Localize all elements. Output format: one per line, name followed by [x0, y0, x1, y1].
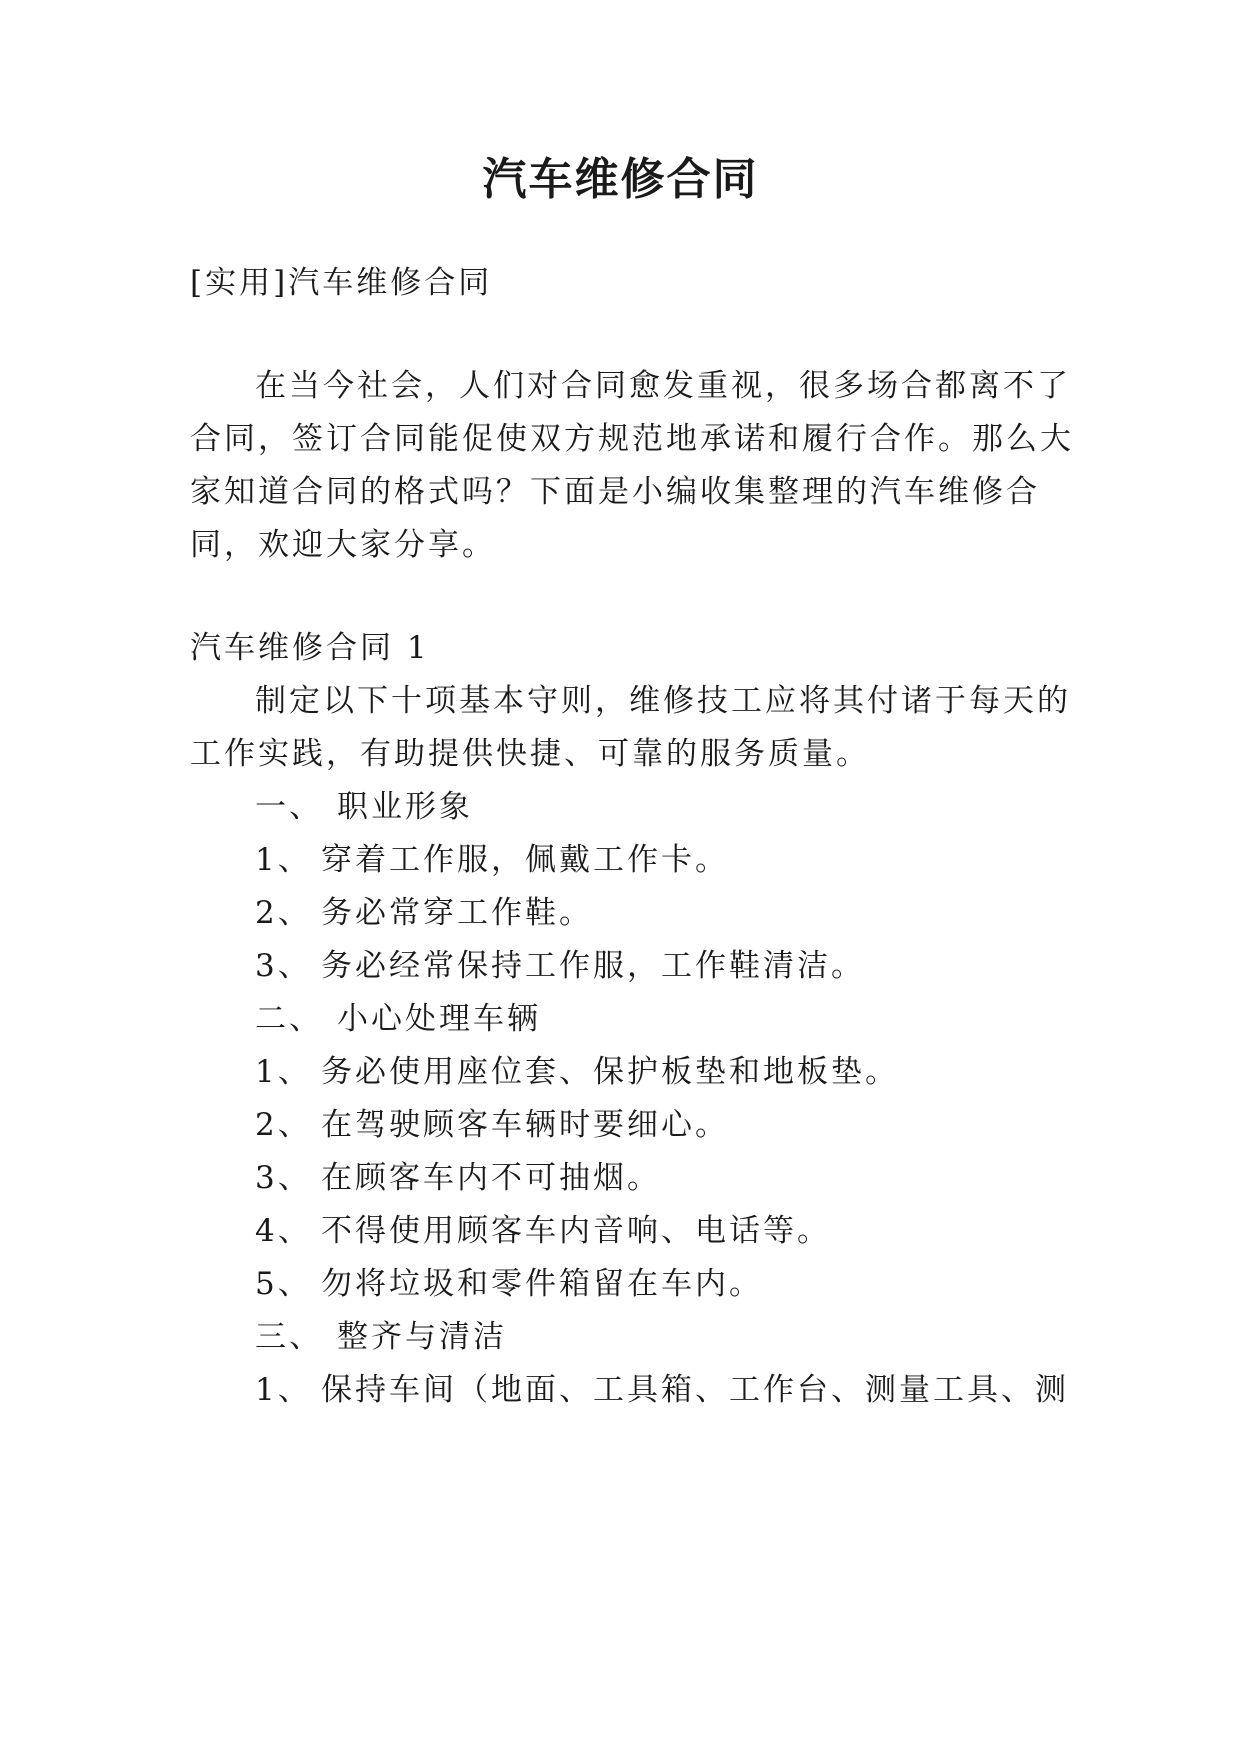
- list-item: [255, 893, 593, 933]
- list-text: 勿将垃圾和零件箱留在车内。: [321, 1266, 763, 1302]
- list-number: 2、: [255, 1107, 312, 1143]
- list-text: 穿着工作服，佩戴工作卡。: [321, 842, 729, 878]
- list-number: 4、: [255, 1213, 312, 1249]
- section-heading: 汽车维修合同 1: [190, 630, 430, 666]
- intro-line-4: 同，欢迎大家分享。: [190, 527, 496, 563]
- list-text: 小心处理车辆: [337, 1001, 541, 1037]
- intro-line-2: 合同，签订合同能促使双方规范地承诺和履行合作。那么大: [190, 421, 1074, 457]
- section-intro-line-2: 工作实践，有助提供快捷、可靠的服务质量。: [190, 736, 870, 772]
- list-heading: [255, 999, 541, 1039]
- list-number: 1、: [255, 1372, 312, 1408]
- list-text: 保持车间（地面、工具箱、工作台、测量工具、测: [321, 1372, 1069, 1408]
- list-number: 2、: [255, 895, 312, 931]
- list-number: 1、: [255, 842, 312, 878]
- list-number: 一、: [255, 789, 323, 825]
- list-number: 三、: [255, 1319, 323, 1355]
- list-item: [255, 946, 865, 986]
- list-text: 在驾驶顾客车辆时要细心。: [321, 1107, 729, 1143]
- list-text: 职业形象: [337, 789, 473, 825]
- list-number: 3、: [255, 1160, 312, 1196]
- list-text: 务必经常保持工作服，工作鞋清洁。: [321, 948, 865, 984]
- list-item: [255, 1105, 729, 1145]
- list-item: [255, 1370, 1069, 1410]
- list-item: [255, 1158, 661, 1198]
- intro-line-3: 家知道合同的格式吗？下面是小编收集整理的汽车维修合: [190, 474, 1040, 510]
- list-text: 务必常穿工作鞋。: [321, 895, 593, 931]
- list-heading: [255, 1317, 507, 1357]
- intro-line-1: 在当今社会，人们对合同愈发重视，很多场合都离不了: [255, 368, 1071, 404]
- list-text: 整齐与清洁: [337, 1319, 507, 1355]
- list-number: 5、: [255, 1266, 312, 1302]
- list-item: [255, 1211, 831, 1251]
- list-number: 二、: [255, 1001, 323, 1037]
- list-heading: [255, 787, 473, 827]
- list-text: 务必使用座位套、保护板垫和地板垫。: [321, 1054, 899, 1090]
- section-intro-line-1: 制定以下十项基本守则，维修技工应将其付诸于每天的: [255, 683, 1071, 719]
- list-item: [255, 840, 729, 880]
- list-number: 1、: [255, 1054, 312, 1090]
- list-item: [255, 1052, 899, 1092]
- document-title: 汽车维修合同: [482, 154, 759, 205]
- document-subtitle: [实用]汽车维修合同: [190, 265, 493, 301]
- list-text: 不得使用顾客车内音响、电话等。: [321, 1213, 831, 1249]
- list-text: 在顾客车内不可抽烟。: [321, 1160, 661, 1196]
- list-number: 3、: [255, 948, 312, 984]
- list-item: [255, 1264, 763, 1304]
